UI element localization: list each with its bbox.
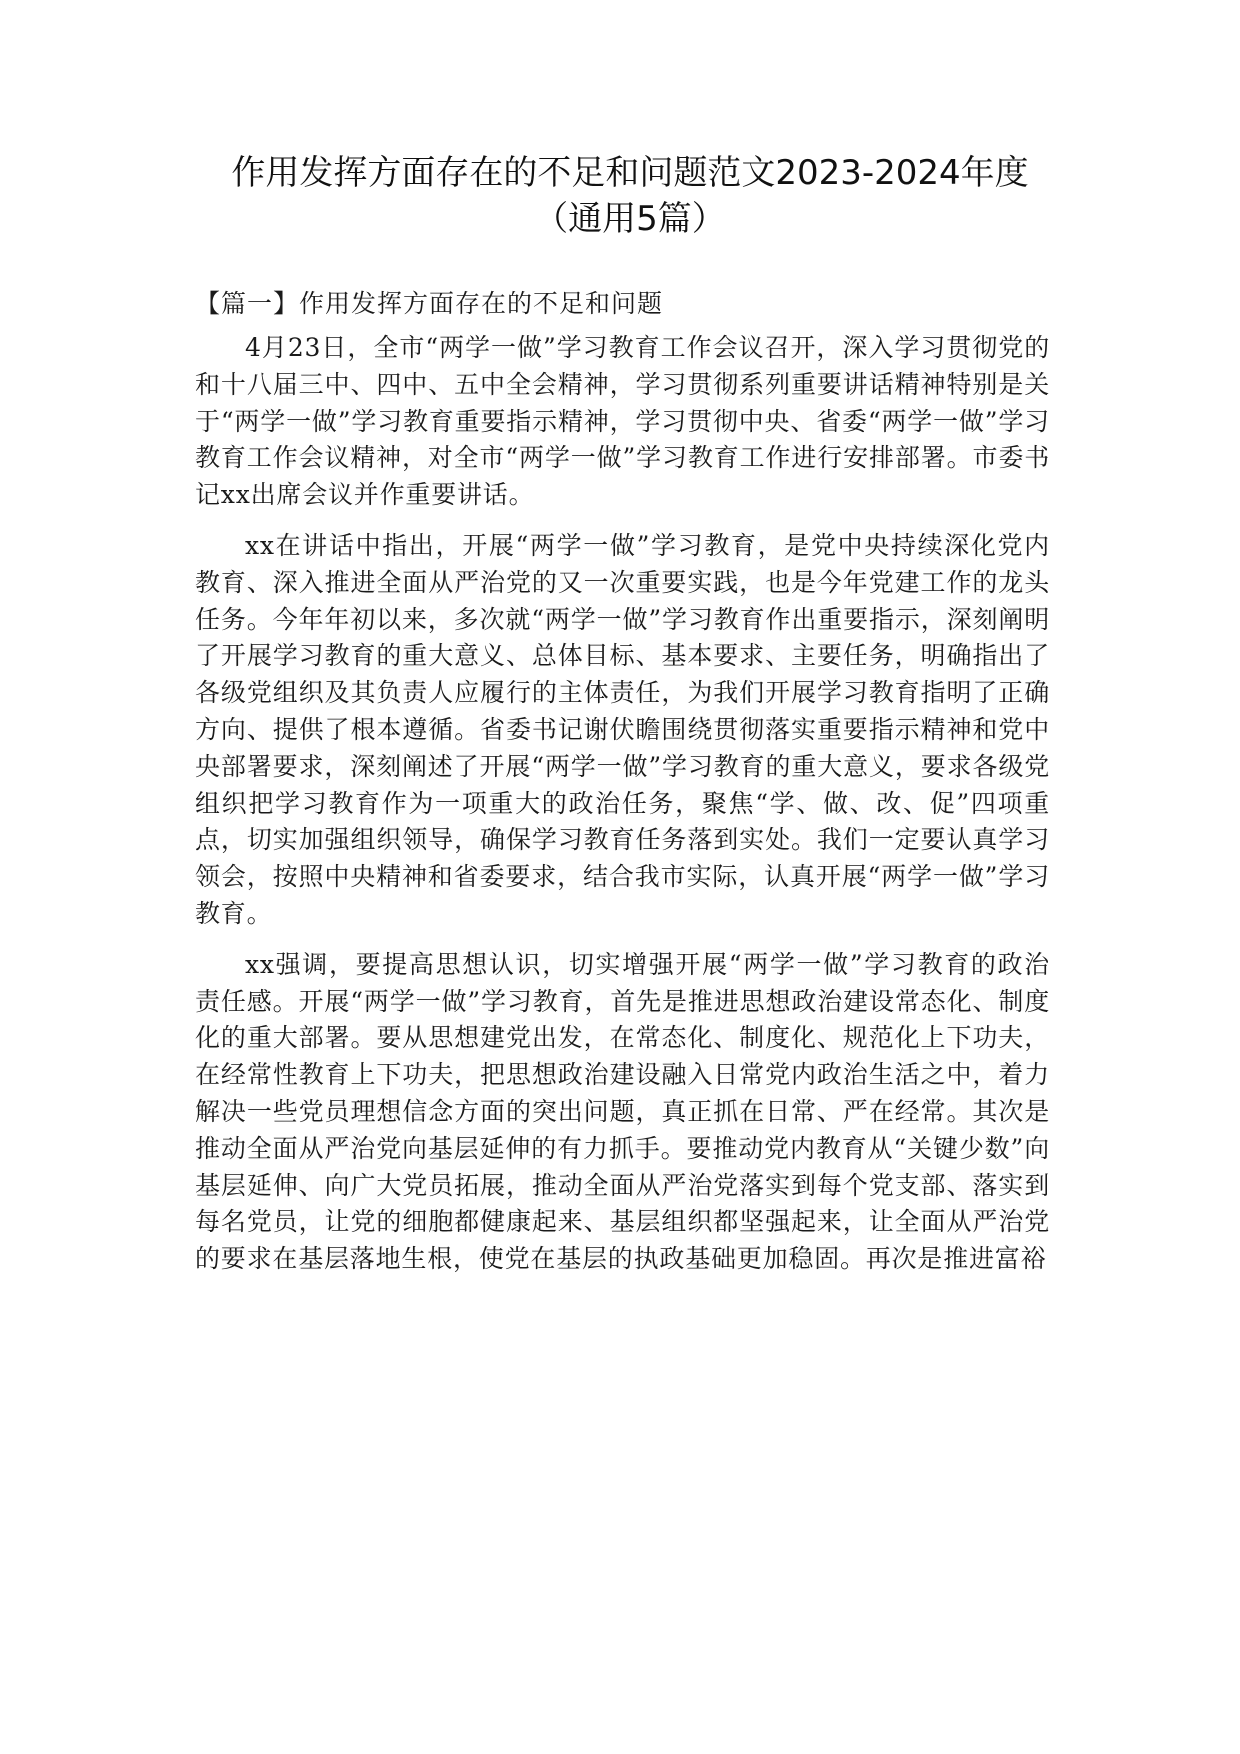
document-title: 作用发挥方面存在的不足和问题范文2023-2024年度（通用5篇）	[231, 153, 1029, 239]
paragraph: xx在讲话中指出，开展“两学一做”学习教育，是党中央持续深化党内教育、深入推进全面从严治党的又一次重要实践，也是今年党建工作的龙头任务。今年年初以来，多次就“两学一做”学习教育作出重要指示，深刻阐明了开展学习教育的重大意义、总体目标、基本要求、主要任务，明确指出了各级党组织及其负责人应履行的主体责任，为我们开展学习教育指明了正确方向、提供了根本遵循。省委书记谢伏瞻围绕贯彻落实重要指示精神和党中央部署要求，深刻阐述了开展“两学一做”学习教育的重大意义，要求各级党组织把学习教育作为一项重大的政治任务，聚焦“学、做、改、促”四项重点，切实加强组织领导，确保学习教育任务落到实处。我们一定要认真学习领会，按照中央精神和省委要求，结合我市实际，认真开展“两学一做”学习教育。	[195, 530, 1050, 928]
paragraph: xx强调，要提高思想认识，切实增强开展“两学一做”学习教育的政治责任感。开展“两学一做”学习教育，首先是推进思想政治建设常态化、制度化的重大部署。要从思想建党出发，在常态化、制度化、规范化上下功夫，在经常性教育上下功夫，把思想政治建设融入日常党内政治生活之中，着力解决一些党员理想信念方面的突出问题，真正抓在日常、严在经常。其次是推动全面从严治党向基层延伸的有力抓手。要推动党内教育从“关键少数”向基层延伸、向广大党员拓展，推动全面从严治党落实到每个党支部、落实到每名党员，让党的细胞都健康起来、基层组织都坚强起来，让全面从严治党的要求在基层落地生根，使党在基层的执政基础更加稳固。再次是推进富裕	[195, 949, 1050, 1274]
paragraph: 4月23日，全市“两学一做”学习教育工作会议召开，深入学习贯彻党的和十八届三中、四中、五中全会精神，学习贯彻系列重要讲话精神特别是关于“两学一做”学习教育重要指示精神，学习贯彻中央、省委“两学一做”学习教育工作会议精神，对全市“两学一做”学习教育工作进行安排部署。市委书记xx出席会议并作重要讲话。	[195, 333, 1050, 510]
document-body	[195, 286, 1050, 1292]
section-heading: 【篇一】作用发挥方面存在的不足和问题	[195, 289, 664, 318]
